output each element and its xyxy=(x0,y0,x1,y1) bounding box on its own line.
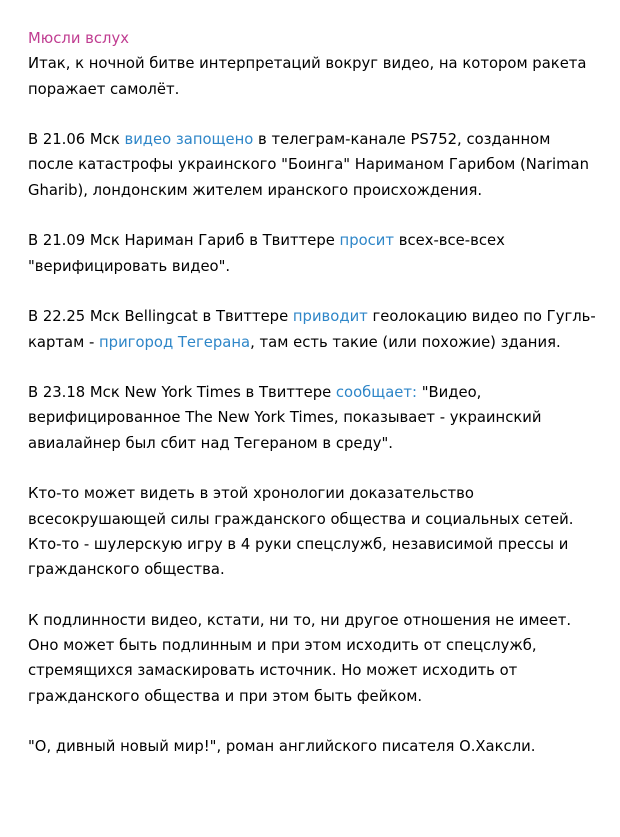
text-segment: "Видео, верифицированное The New York Times, показывает - украинский авиалайнер был сбит над Тегераном в среду". xyxy=(28,384,542,452)
paragraph-interpretation: Кто-то может видеть в этой хронологии доказательство всесокрушающей силы гражданского общества и социальных сетей. Кто-то - шулерскую игру в 4 руки спецслужб, независимой прессы и гражданского общества. xyxy=(28,485,574,579)
message-post xyxy=(28,26,600,760)
paragraph-gap xyxy=(28,102,600,127)
channel-name[interactable]: Мюсли вслух xyxy=(28,30,129,47)
link-reports[interactable]: сообщает: xyxy=(335,384,417,402)
text-segment: В 21.06 Мск xyxy=(28,131,125,149)
paragraph-bellingcat xyxy=(28,304,600,355)
text-segment: В 21.09 Мск Нариман Гариб в Твиттере xyxy=(28,232,340,250)
link-asks[interactable]: просит xyxy=(339,232,395,250)
paragraph-gap xyxy=(28,583,600,608)
link-provides[interactable]: приводит xyxy=(292,308,368,326)
paragraph-gap xyxy=(28,279,600,304)
text-segment: В 22.25 Мск Bellingcat в Твиттере xyxy=(28,308,293,326)
text-segment: В 23.18 Мск New York Times в Твиттере xyxy=(28,384,336,402)
text-segment: всех-все-всех "верифицировать видео". xyxy=(28,232,505,275)
text-segment: геолокацию видео по Гугль-картам - xyxy=(28,308,596,351)
paragraph-quote: "О, дивный новый мир!", роман английского писателя О.Хаксли. xyxy=(28,738,536,756)
paragraph-video-posted xyxy=(28,127,600,203)
text-segment: в телеграм-канале PS752, созданном после катастрофы украинского "Боинга" Нариманом Гарибом (Nariman Gharib), лондонским жителем иранского происхождения. xyxy=(28,131,589,199)
paragraph-gap xyxy=(28,709,600,734)
paragraph-nyt xyxy=(28,380,600,456)
paragraph-gap xyxy=(28,355,600,380)
paragraph-verify-request xyxy=(28,228,600,279)
paragraph-gap xyxy=(28,203,600,228)
text-segment: , там есть такие (или похожие) здания. xyxy=(250,333,561,351)
link-video-posted[interactable]: видео запощено xyxy=(124,131,254,149)
paragraph-authenticity: К подлинности видео, кстати, ни то, ни другое отношения не имеет. Оно может быть подлинным и при этом исходить от спецслужб, стремящихся замаскировать источник. Но может исходить от гражданского общества и при этом быть фейком. xyxy=(28,611,572,705)
paragraph-intro: Итак, к ночной битве интерпретаций вокруг видео, на котором ракета поражает самолёт. xyxy=(28,55,587,98)
paragraph-gap xyxy=(28,456,600,481)
link-tehran-suburb[interactable]: пригород Тегерана xyxy=(99,333,251,351)
